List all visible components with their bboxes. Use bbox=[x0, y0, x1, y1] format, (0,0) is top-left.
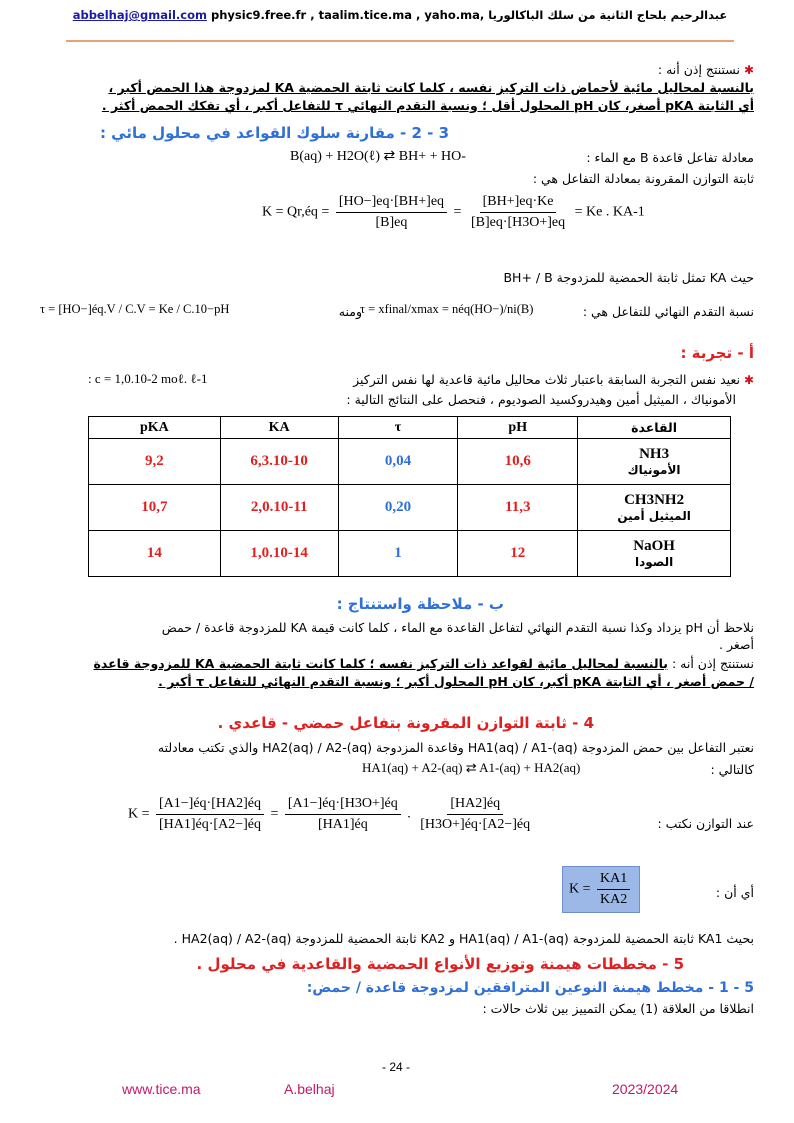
cell-ka: 1,0.10-14 bbox=[220, 531, 338, 577]
conclusion-intro: نستنتج إذن أنه : bbox=[657, 62, 740, 77]
cell-tau: 0,04 bbox=[338, 439, 458, 485]
cell-ph: 12 bbox=[458, 531, 578, 577]
k-expression: K = Qr,éq = $\frac{[HO-]eq\cdot[BH+]eq}{[B]eq}$ = $\frac{[BH+]eq\cdot Ke}{[B]eq\cdot[H3O+]eq}$ = Ke . KA-1 bbox=[262, 194, 645, 230]
page-number: - 24 - bbox=[382, 1060, 411, 1074]
section-4-line2-label: كالتالي : bbox=[710, 762, 754, 777]
header-tau: τ bbox=[338, 417, 458, 439]
cell-base: NaOH الصودا bbox=[578, 531, 731, 577]
base-water-equation: B(aq) + H2O(ℓ) ⇄ BH+ + HO- bbox=[290, 149, 466, 164]
page-header bbox=[60, 8, 740, 22]
results-table-wrapper bbox=[88, 416, 731, 577]
cell-pka: 14 bbox=[89, 531, 221, 577]
bullet-star-icon: ✱ bbox=[743, 373, 754, 387]
experiment-title: أ - تجربة : bbox=[680, 344, 754, 362]
k-acid-base-expression: K = $\frac{[A1-]éq\cdot[HA2]éq}{[HA1]éq\cdot[A2-]éq}$ = $\frac{[A1-]éq\cdot[H3O+]éq}{[HA1]éq}$ . $\frac{[HA2]éq}{[H3O+]éq\cdot[A2-]éq}$ bbox=[128, 796, 536, 833]
reaction-label: معادلة تفاعل قاعدة B مع الماء : bbox=[586, 150, 754, 165]
bullet-star-icon: ✱ bbox=[743, 63, 754, 77]
observation-title: ب - ملاحظة واستنتاج : bbox=[336, 595, 504, 613]
cell-ph: 10,6 bbox=[458, 439, 578, 485]
section-5-line1: انطلاقا من العلاقة (1) يمكن التمييز بين ثلاث حالات : bbox=[482, 1001, 754, 1016]
experiment-line2: الأمونياك ، الميثيل أمين وهيدروكسيد الصوديوم ، فنحصل على النتائج التالية : bbox=[346, 392, 736, 407]
cell-tau: 1 bbox=[338, 531, 458, 577]
section-5-1-title: 5 - 1 - مخطط هيمنة النوعين المترافقين لمزدوجة قاعدة / حمض: bbox=[306, 980, 754, 996]
tau-label: نسبة التقدم النهائي للتفاعل هي : bbox=[582, 304, 754, 319]
ka-note: حيث KA تمثل ثابتة الحمضية للمزدوجة BH+ / B bbox=[503, 270, 754, 285]
observation-text: نلاحظ أن pH يزداد وكذا نسبة التقدم النهائي لتفاعل القاعدة مع الماء ، كلما كانت قيمة KA للمزدوجة قاعدة / حمض أصغر . نستنتج إذن أنه : بالنسبة لمحاليل مائية لقواعد ذات التركيز نفسه ؛ كلما كانت ثابتة الحمضية KA للمزدوجة قاعدة / حمض أصغر ، أي الثابتة pKA أكبر، كان pH المحلول أكبر ؛ ونسبة التقدم النهائي للتفاعل τ أكبر . bbox=[93, 620, 754, 689]
cell-tau: 0,20 bbox=[338, 485, 458, 531]
results-table bbox=[88, 416, 731, 577]
cell-base: CH3NH2 الميثيل أمين bbox=[578, 485, 731, 531]
equilibrium-arrow-icon: ⇄ bbox=[465, 760, 480, 775]
footer-year: 2023/2024 bbox=[612, 1081, 679, 1097]
cell-ph: 11,3 bbox=[458, 485, 578, 531]
experiment-line1: ✱ نعيد نفس التجربة السابقة باعتبار ثلاث محاليل مائية قاعدية لها نفس التركيز bbox=[353, 372, 754, 387]
k-fraction-3: $\frac{[HA2]éq}{[H3O+]éq\cdot[A2-]éq}$ bbox=[420, 796, 531, 832]
tau-expression-2: τ = [HO−]éq.V / C.V = Ke / C.10−pH bbox=[40, 302, 230, 316]
header-base: القاعدة bbox=[578, 417, 731, 439]
cell-ka: 2,0.10-11 bbox=[220, 485, 338, 531]
k-final-highlight: K = $\frac{KA1}{KA2}$ bbox=[562, 866, 640, 913]
table-row bbox=[89, 439, 731, 485]
table-header-row bbox=[89, 417, 731, 439]
table-row bbox=[89, 531, 731, 577]
equilibrium-label: عند التوازن نكتب : bbox=[657, 816, 754, 831]
equilibrium-arrow-icon: ⇄ bbox=[383, 149, 399, 164]
table-row bbox=[89, 485, 731, 531]
header-ka: KA bbox=[220, 417, 338, 439]
section-5-title: 5 - مخططات هيمنة وتوزيع الأنواع الحمضية والقاعدية في محلول . bbox=[196, 955, 684, 973]
experiment-concentration: : c = 1,0.10-2 moℓ. ℓ-1 bbox=[88, 371, 208, 386]
section-4-line1: نعتبر التفاعل بين حمض المزدوجة HA1(aq) / A1-(aq) وقاعدة المزدوجة HA2(aq) / A2-(aq) والذي تكتب معادلته bbox=[157, 740, 754, 755]
header-ph: pH bbox=[458, 417, 578, 439]
k-label: ثابتة التوازن المقرونة بمعادلة التفاعل هي : bbox=[532, 171, 754, 186]
header-author: عبدالرحيم بلحاج الثانية من سلك الباكالوريا bbox=[488, 8, 728, 22]
ie-label: أي أن : bbox=[715, 885, 754, 900]
k-fraction-1: $\frac{[A1-]éq\cdot[HA2]éq}{[HA1]éq\cdot[A2-]éq}$ bbox=[156, 796, 264, 833]
cell-pka: 9,2 bbox=[89, 439, 221, 485]
tau-and: ومنه bbox=[338, 304, 362, 319]
k-fraction-2: $\frac{[BH+]eq\cdot Ke}{[B]eq\cdot[H3O+]eq}$ bbox=[470, 194, 566, 230]
conclusion-acids bbox=[40, 62, 754, 113]
k-fraction-1: $\frac{[HO-]eq\cdot[BH+]eq}{[B]eq}$ bbox=[336, 194, 447, 231]
k-fraction-2: $\frac{[A1-]éq\cdot[H3O+]éq}{[HA1]éq}$ bbox=[285, 796, 401, 833]
cell-pka: 10,7 bbox=[89, 485, 221, 531]
conclusion-line1: بالنسبة لمحاليل مائية لأحماض ذات التركيز نفسه ، كلما كانت ثابتة الحمضية KA لمزدوجة هذا الحمض أكبر ، bbox=[108, 80, 754, 95]
k-final-fraction: $\frac{KA1}{KA2}$ bbox=[597, 871, 630, 908]
conclusion-line2: أي الثابتة pKA أصغر، كان pH المحلول أقل ؛ ونسبة التقدم النهائي τ للتفاعل أكبر ، أي تفكك الحمض أكثر . bbox=[101, 98, 754, 113]
acid-base-equation: HA1(aq) + A2-(aq) ⇄ A1-(aq) + HA2(aq) bbox=[362, 760, 581, 775]
ka-definition-line: بحيث KA1 ثابتة الحمضية للمزدوجة HA1(aq) / A1-(aq) و KA2 ثابتة الحمضية للمزدوجة HA2(aq) / A2-(aq) . bbox=[173, 931, 754, 946]
header-divider bbox=[66, 40, 734, 42]
section-4-title: 4 - ثابتة التوازن المقرونة بتفاعل حمضي - قاعدي . bbox=[217, 714, 594, 732]
cell-base: NH3 الأمونياك bbox=[578, 439, 731, 485]
section-3-2-title: 3 - 2 - مقارنة سلوك القواعد في محلول مائي : bbox=[99, 124, 449, 142]
cell-ka: 6,3.10-10 bbox=[220, 439, 338, 485]
footer-author: A.belhaj bbox=[284, 1081, 335, 1097]
header-email[interactable]: abbelhaj@gmail.com bbox=[72, 8, 207, 22]
footer-site[interactable]: www.tice.ma bbox=[122, 1081, 201, 1097]
tau-expression-1: τ = xfinal/xmax = néq(HO−)/ni(B) bbox=[360, 302, 534, 316]
header-sites: physic9.free.fr , taalim.tice.ma , yaho.ma, bbox=[211, 8, 485, 22]
header-pka: pKA bbox=[89, 417, 221, 439]
